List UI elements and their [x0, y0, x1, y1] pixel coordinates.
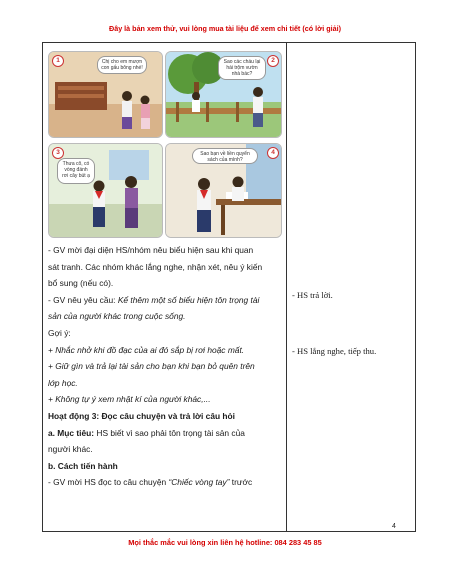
objective-label: a. Mục tiêu: [48, 427, 95, 438]
panel-number-4: 4 [267, 147, 279, 159]
suggestion-item: + Không tự ý xem nhật kí của người khác,... [48, 394, 211, 405]
reading-suffix: trước [229, 477, 253, 488]
text-line: - GV mời đại diện HS/nhóm nêu biểu hiện sau khi quan [48, 245, 254, 255]
hotline-banner: Mọi thắc mắc vui lòng xin liên hệ hotline: 084 283 45 85 [128, 538, 322, 547]
panel-number-1: 1 [52, 55, 64, 67]
suggestion-label: Gợi ý: [48, 327, 71, 338]
text-line [48, 292, 280, 309]
illustration-panel-2 [165, 51, 282, 138]
teacher-activity-column [48, 51, 280, 491]
illustration-panel-1 [48, 51, 163, 138]
suggestion-item: lớp học. [48, 377, 78, 388]
illustration-panel-3 [48, 143, 163, 238]
illustration-grid [48, 51, 280, 236]
activity-heading: Hoạt động 3: Đọc câu chuyện và trả lời câu hỏi [48, 410, 235, 421]
speech-bubble-1: Chị cho em mượn con gấu bông nhé! [97, 56, 147, 74]
panel-number-2: 2 [267, 55, 279, 67]
student-response: - HS trả lời. [292, 290, 333, 300]
page-number: 4 [392, 523, 396, 530]
suggestion-item: + Giữ gìn và trả lại tài sản cho bạn khi bạn bỏ quên trên [48, 361, 255, 372]
column-divider [286, 43, 287, 531]
student-response: - HS lắng nghe, tiếp thu. [292, 346, 377, 356]
procedure-heading: b. Cách tiến hành [48, 460, 118, 471]
suggestion-item: + Nhắc nhở khi đồ đạc của ai đó sắp bị rơi hoặc mất. [48, 344, 245, 355]
text-line: người khác. [48, 444, 93, 455]
teacher-activity-text [48, 242, 280, 491]
panel-number-3: 3 [52, 147, 64, 159]
reading-prefix: - GV mời HS đọc to câu chuyện [48, 477, 169, 488]
lesson-table [42, 42, 416, 532]
text-line: sát tranh. Các nhóm khác lắng nghe, nhận xét, nêu ý kiến [48, 261, 263, 272]
text-line [48, 474, 280, 491]
illustration-panel-4 [165, 143, 282, 238]
speech-bubble-4: Sao bạn về liền quyển sách của mình? [192, 148, 258, 164]
text-line [48, 425, 280, 442]
speech-bubble-3: Thưa cô, có vòng đánh rơi cây bút ạ [57, 158, 95, 184]
text-line: sản của người khác trong cuộc sống. [48, 311, 186, 322]
objective-text: HS biết vì sao phải tôn trọng tài sản của [94, 427, 245, 438]
request-italic: Kể thêm một số biểu hiện tôn trọng tài [117, 294, 260, 305]
preview-banner: Đây là bản xem thử, vui lòng mua tài liệu để xem chi tiết (có lời giải) [109, 24, 341, 33]
request-prefix: - GV nêu yêu cầu: [48, 294, 118, 305]
story-title: “Chiếc vòng tay” [168, 477, 230, 488]
speech-bubble-2: Sao các cháu lại hái trộm vườn nhà bác? [218, 56, 266, 80]
text-line: bổ sung (nếu có). [48, 278, 114, 289]
